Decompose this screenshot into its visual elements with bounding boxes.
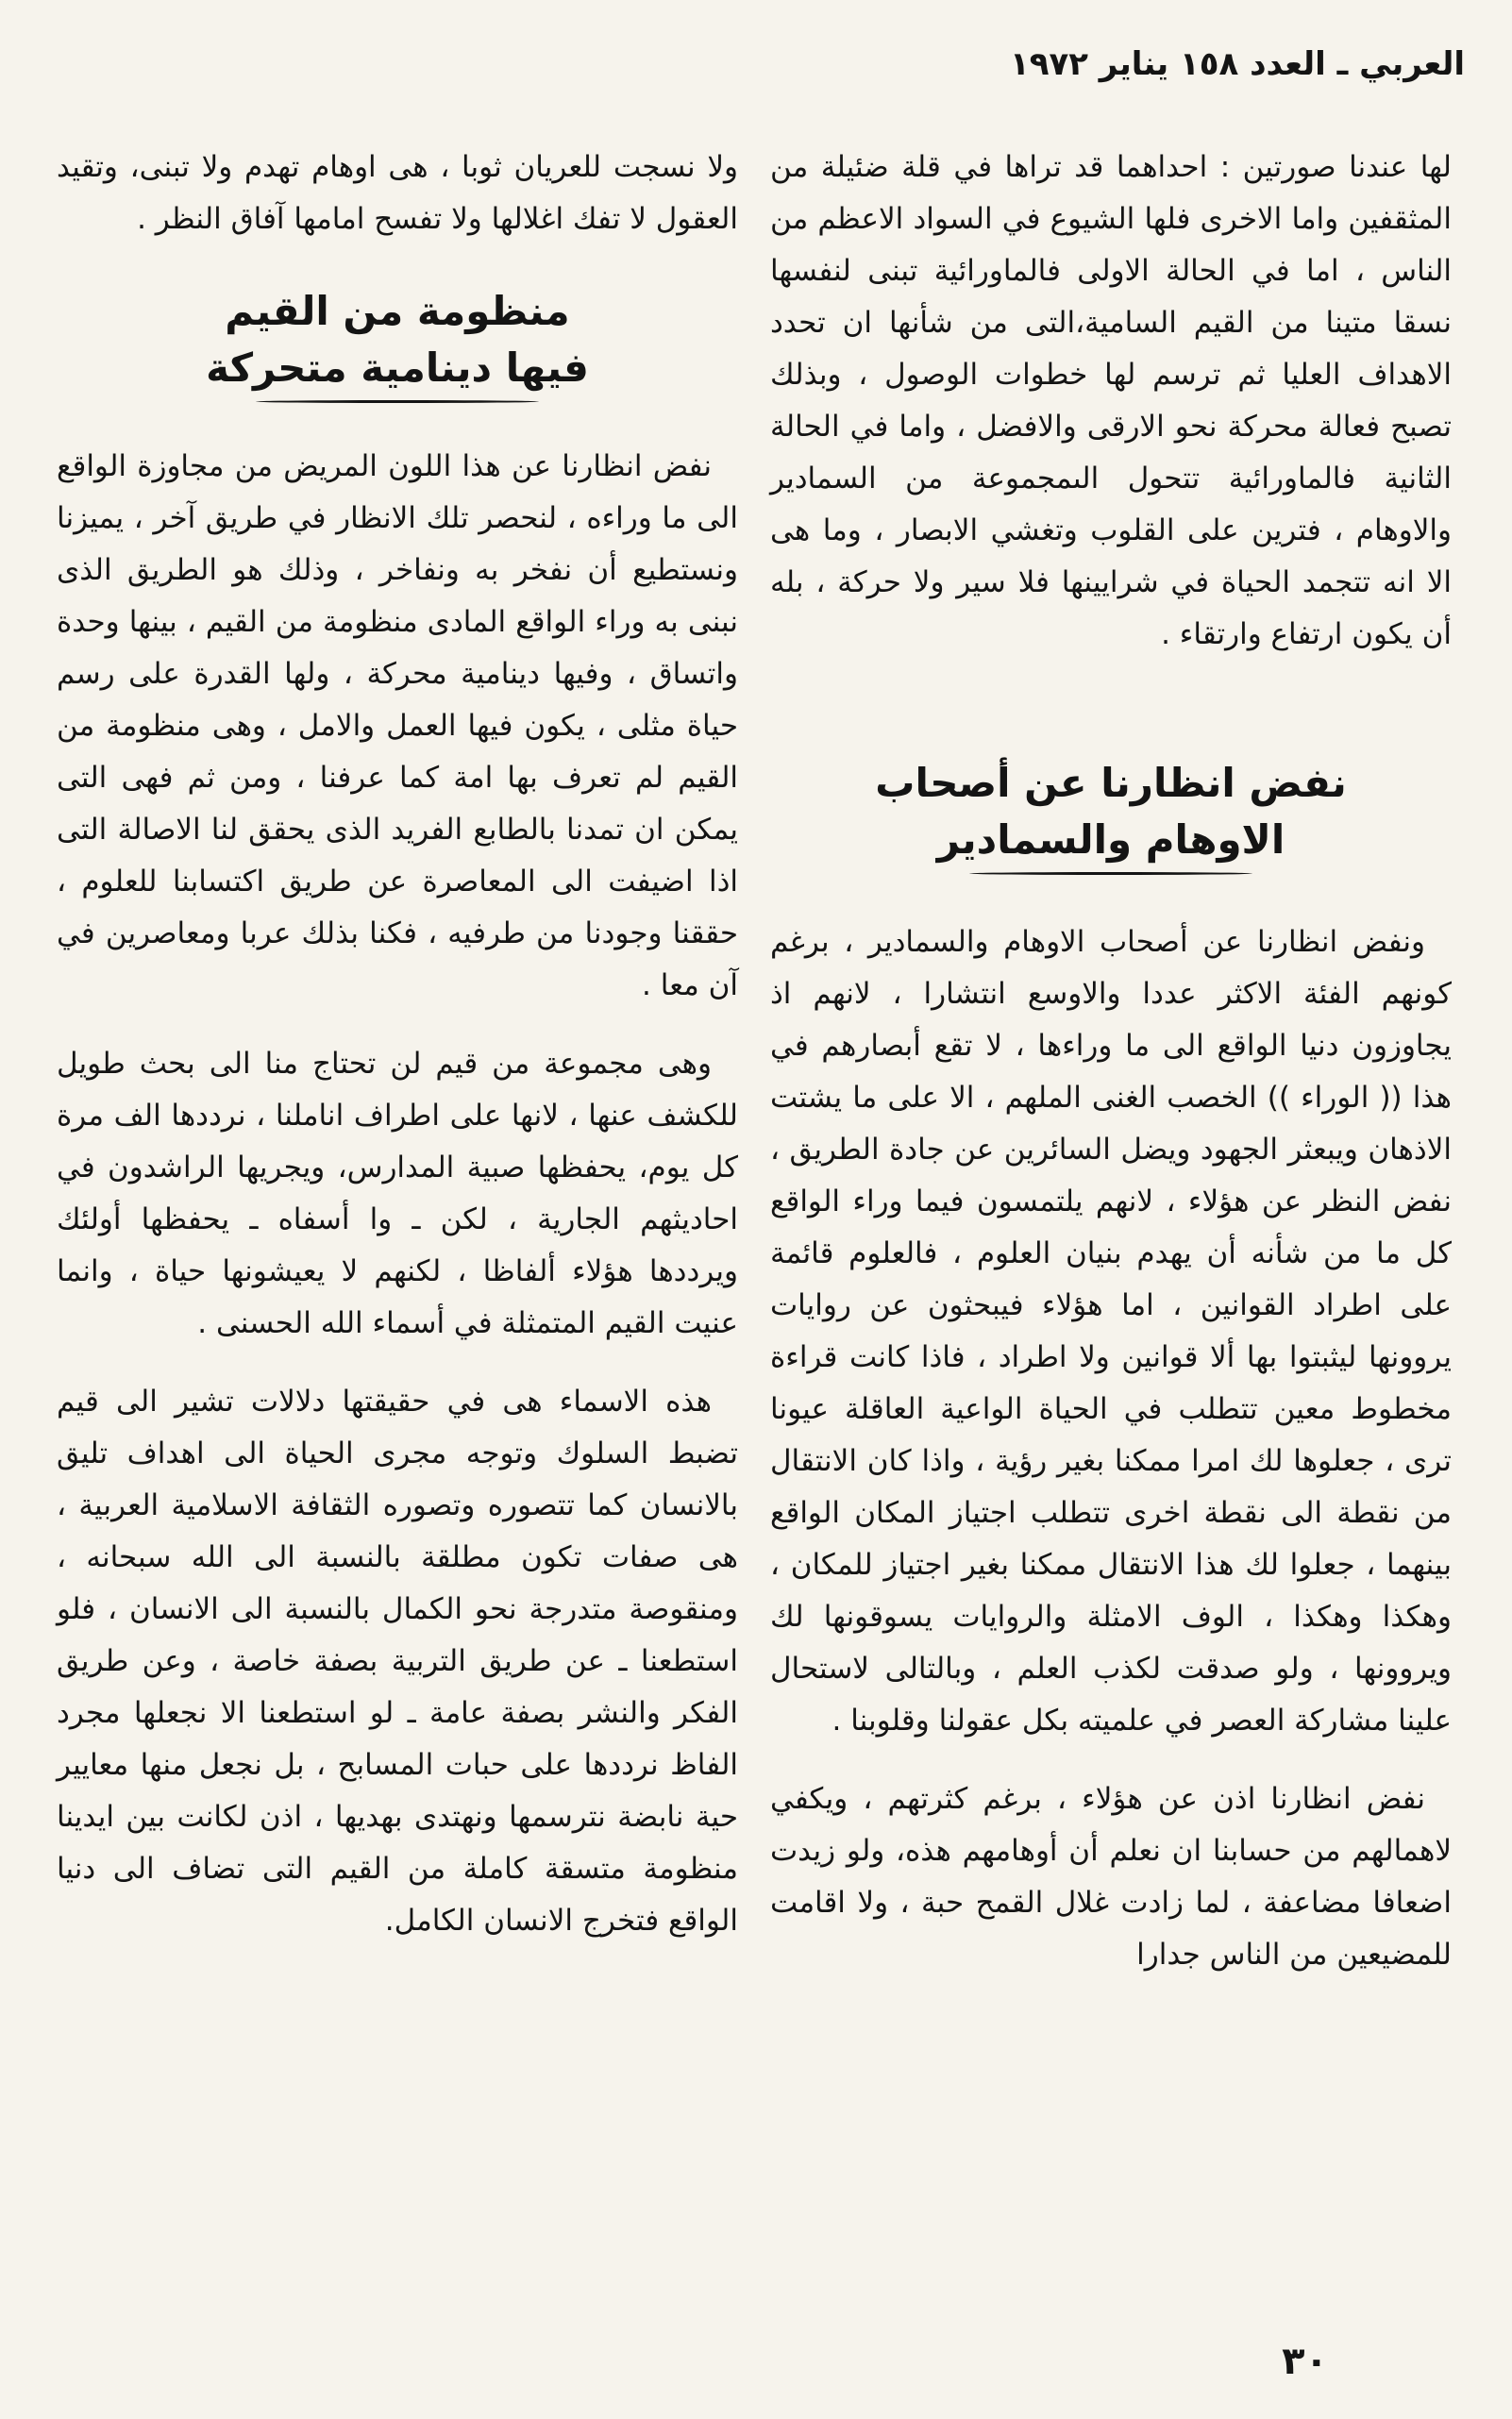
body-paragraph: وهى مجموعة من قيم لن تحتاج منا الى بحث طويل للكشف عنها ، لانها على اطراف اناملنا ، نرددها الف مرة كل يوم، يحفظها صبية المدارس، ويجريها الراشدون في احاديثهم الجارية ، لكن ـ وا أسفاه ـ يحفظها أولئك ويرددها هؤلاء ألفاظا ، لكنهم لا يعيشونها حياة ، وانما عنيت القيم المتمثلة في أسماء الله الحسنى . <box>57 1047 738 1340</box>
left-column <box>57 142 738 1947</box>
body-paragraph: هذه الاسماء هى في حقيقتها دلالات تشير الى قيم تضبط السلوك وتوجه مجرى الحياة الى اهداف تليق بالانسان كما تتصوره وتصوره الثقافة الاسلامية العربية ، هى صفات تكون مطلقة بالنسبة الى الله سبحانه ، ومنقوصة متدرجة نحو الكمال بالنسبة الى الانسان ، فلو استطعنا ـ عن طريق التربية بصفة خاصة ، وعن طريق الفكر والنشر بصفة عامة ـ لو استطعنا الا نجعلها مجرد الفاظ نرددها على حبات المسابح ، بل نجعل منها معايير حية نابضة نترسمها ونهتدى بهديها ، اذن لكانت بين ايدينا منظومة متسقة كاملة من القيم التى تضاف الى دنيا الواقع فتخرج الانسان الكامل. <box>57 1385 738 1938</box>
page-number: ٣٠ <box>1282 2340 1328 2383</box>
intro-paragraph: لها عندنا صورتين : احداهما قد تراها في قلة ضئيلة من المثقفين واما الاخرى فلها الشيوع في السواد الاعظم من الناس ، اما في الحالة الاولى فالماورائية تبنى لنفسها نسقا متينا من القيم السامية،التى من شأنها ان تحدد الاهداف العليا ثم ترسم لها خطوات الوصول ، وبذلك تصبح فعالة محركة نحو الارقى والافضل ، واما في الحالة الثانية فالماورائية تتحول الىمجموعة من السمادير والاوهام ، فترين على القلوب وتغشي الابصار ، وما هى الا انه تتجمد الحياة في شرايينها فلا سير ولا حركة ، بله أن يكون ارتفاع وارتقاء . <box>770 150 1452 651</box>
body-paragraph: ونفض انظارنا عن أصحاب الاوهام والسمادير ، برغم كونهم الفئة الاكثر عددا والاوسع انتشارا ، لانهم اذ يجاوزون دنيا الواقع الى ما وراءها ، لا تقع أبصارهم في هذا (( الوراء )) الخصب الغنى الملهم ، الا على ما يشتت الاذهان ويبعثر الجهود ويضل السائرين عن جادة الطريق ، نفض النظر عن هؤلاء ، لانهم يلتمسون فيما وراء الواقع كل ما من شأنه أن يهدم بنيان العلوم ، فالعلوم قائمة على اطراد القوانين ، اما هؤلاء فيبحثون عن روايات يروونها ليثبتوا بها ألا قوانين ولا اطراد ، فاذا كانت قراءة مخطوط معين تتطلب في الحياة الواعية العاقلة عيونا ترى ، جعلوها لك امرا ممكنا بغير رؤية ، واذا كان الانتقال من نقطة الى نقطة اخرى تتطلب اجتياز المكان الواقع بينهما ، جعلوا لك هذا الانتقال ممكنا بغير اجتياز للمكان ، وهكذا وهكذا ، الوف الامثلة والروايات يسوقونها لك ويروونها ، ولو صدقت لكذب العلم ، وبالتالى لاستحال علينا مشاركة العصر في علميته بكل عقولنا وقلوبنا . <box>770 925 1452 1738</box>
running-header: العربي ـ العدد ١٥٨ يناير ١٩٧٢ <box>1009 45 1465 83</box>
continuation-paragraph: ولا نسجت للعريان ثوبا ، هى اوهام تهدم ولا تبنى، وتقيد العقول لا تفك اغلالها ولا تفسح امامها آفاق النظر . <box>57 150 738 236</box>
section-heading-line-1: منظومة من القيم <box>225 288 570 334</box>
section-heading-illusions <box>770 755 1452 875</box>
section-heading-line-2: فيها دينامية متحركة <box>206 344 589 391</box>
body-paragraph: نفض انظارنا عن هذا اللون المريض من مجاوزة الواقع الى ما وراءه ، لنحصر تلك الانظار في طريق آخر ، يميزنا ونستطيع أن نفخر به ونفاخر ، وذلك هو الطريق الذى نبنى به وراء الواقع المادى منظومة من القيم ، بينها وحدة واتساق ، وفيها دينامية محركة ، ولها القدرة على رسم حياة مثلى ، يكون فيها العمل والامل ، وهى منظومة من القيم لم تعرف بها امة كما عرفنا ، ومن ثم فهى التى يمكن ان تمدنا بالطابع الفريد الذى يحقق لنا الاصالة التى اذا اضيفت الى المعاصرة عن طريق اكتسابنا للعلوم ، حققنا وجودنا من طرفيه ، فكنا بذلك عربا ومعاصرين في آن معا . <box>57 449 738 1002</box>
section-heading-values <box>57 283 738 403</box>
section-heading-line-2: الاوهام والسمادير <box>936 816 1285 863</box>
section-heading-line-1: نفض انظارنا عن أصحاب <box>875 760 1347 806</box>
body-paragraph: نفض انظارنا اذن عن هؤلاء ، برغم كثرتهم ، ويكفي لاهمالهم من حسابنا ان نعلم أن أوهامهم هذه، ولو زيدت اضعافا مضاعفة ، لما زادت غلال القمح حبة ، ولا اقامت للمضيعين من الناس جدارا <box>770 1782 1452 1972</box>
right-column <box>770 142 1452 1981</box>
